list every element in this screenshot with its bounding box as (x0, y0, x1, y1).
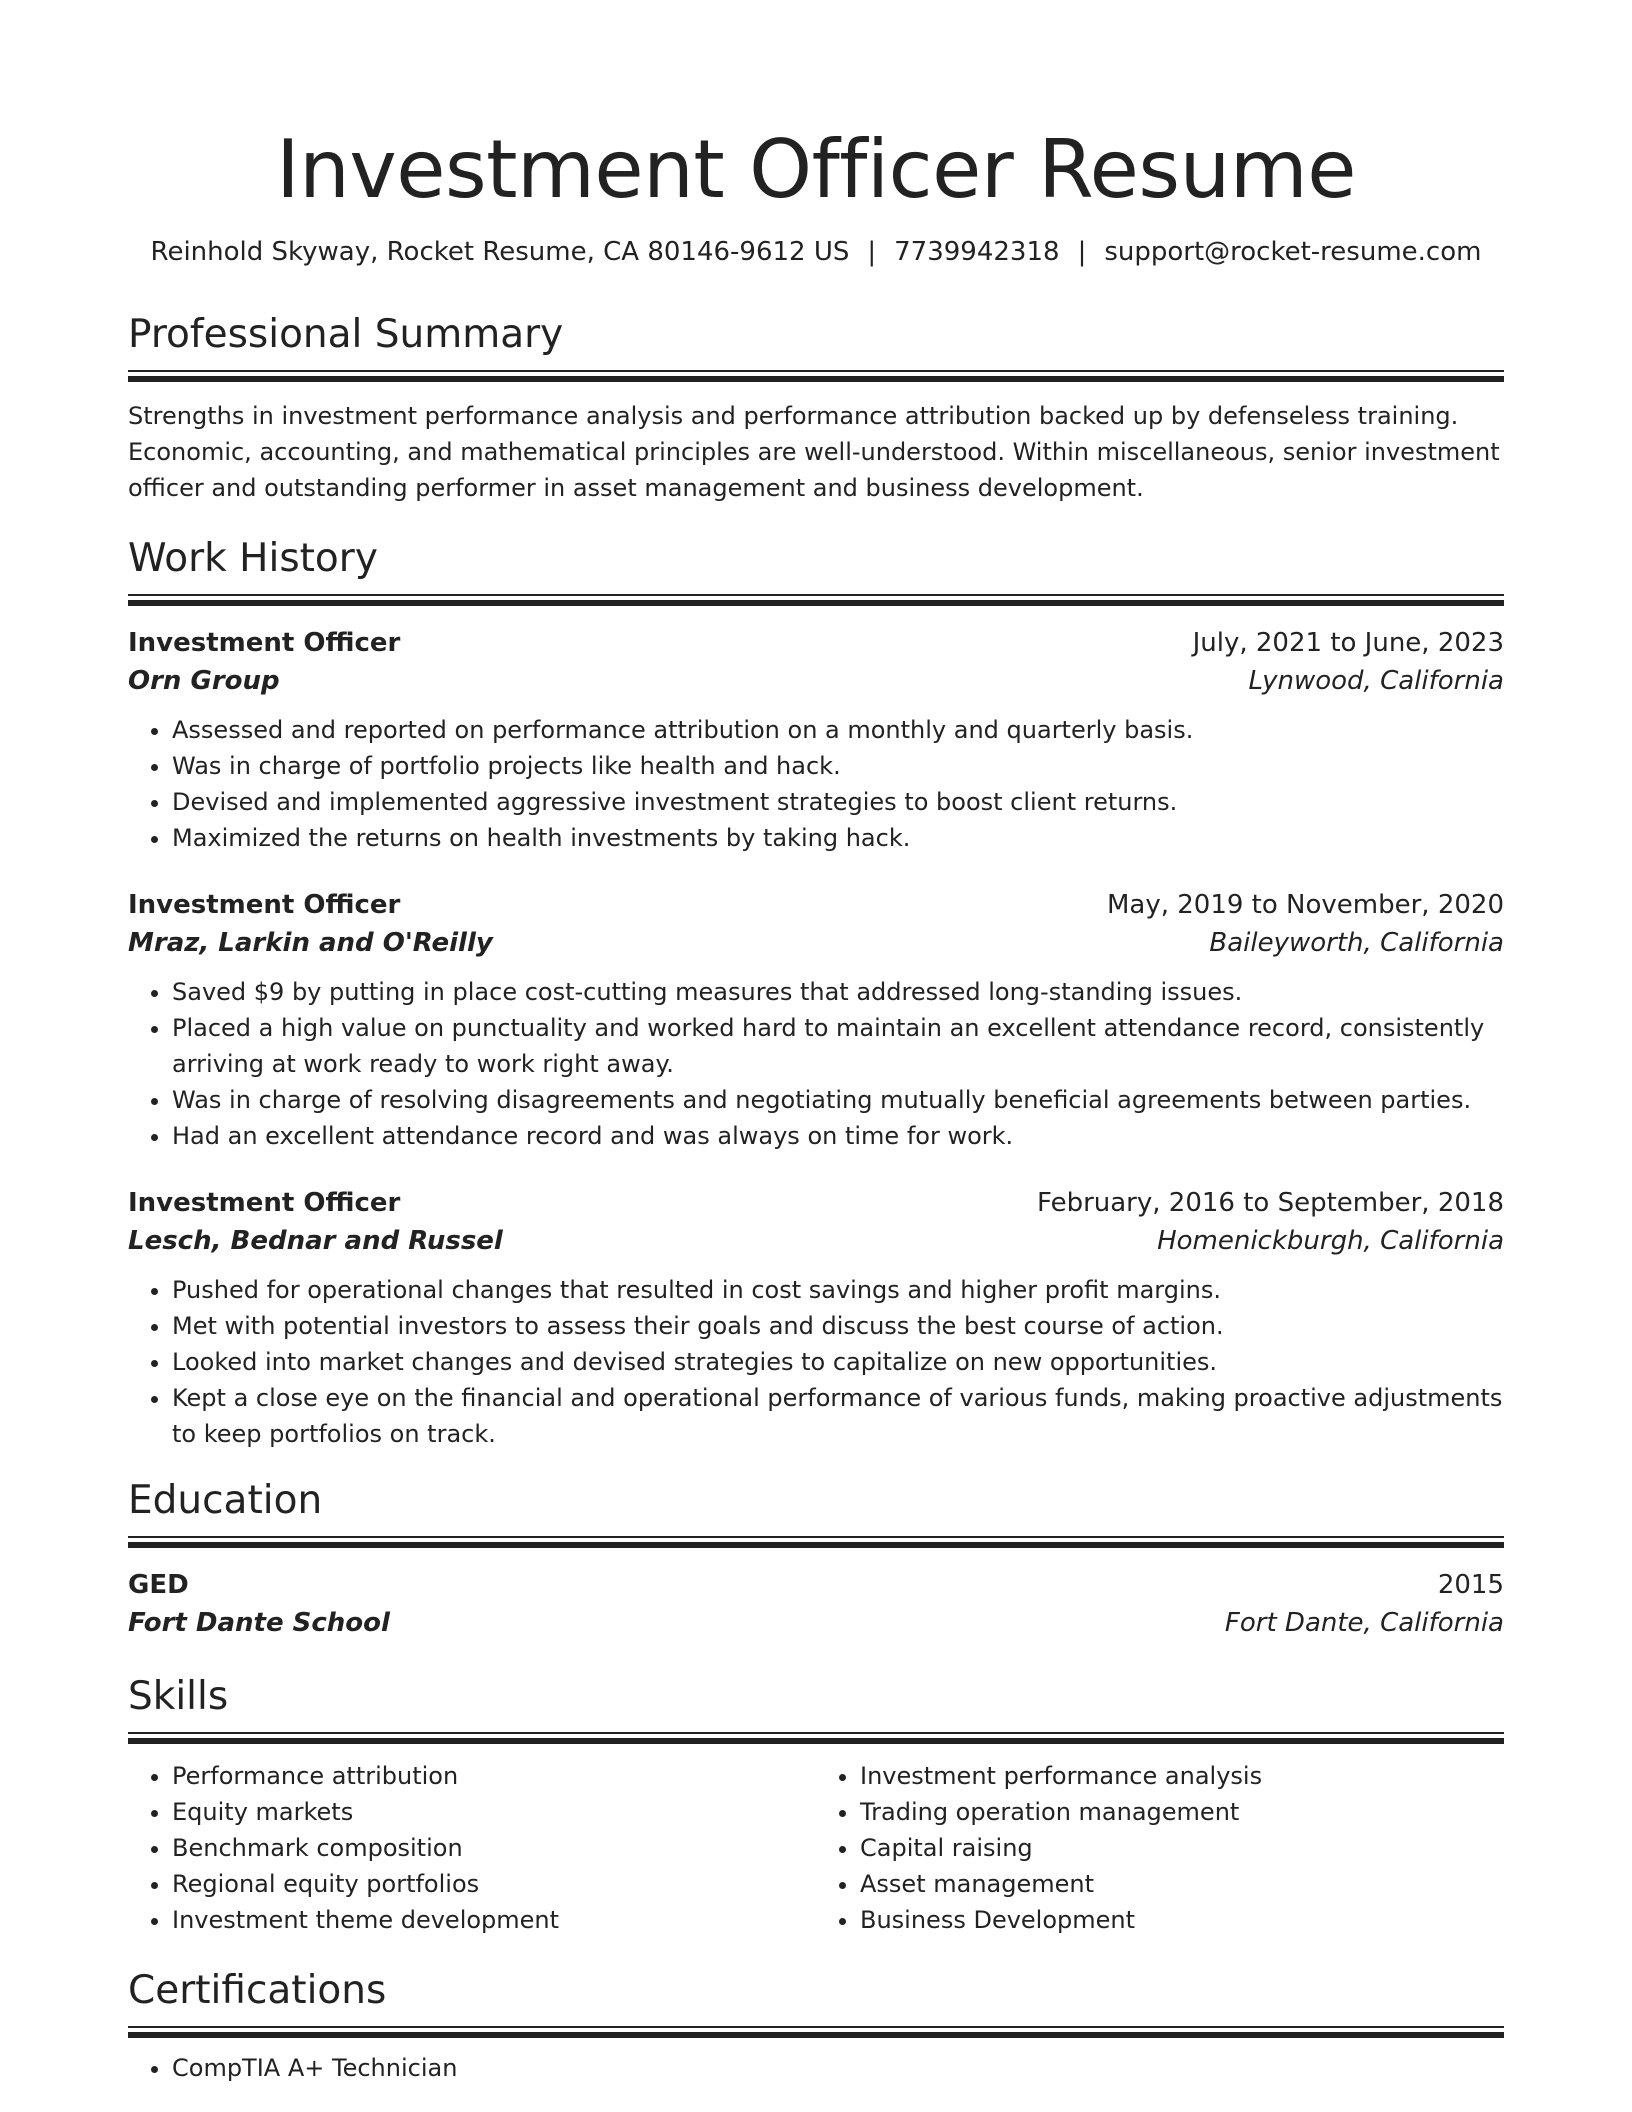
contact-separator: | (867, 237, 877, 267)
list-item: • Pushed for operational changes that resulted in cost savings and higher profit margins. (172, 1272, 1504, 1308)
section-rule (128, 370, 1504, 382)
list-item: • Was in charge of portfolio projects like health and hack. (172, 748, 1504, 784)
section-title-work: Work History (128, 536, 378, 581)
section-rule (128, 1732, 1504, 1744)
skill-item: • Equity markets (172, 1794, 816, 1830)
skills-list (128, 1758, 1504, 1938)
job-company: Mraz, Larkin and O'Reilly (128, 928, 493, 958)
job-entry (128, 1184, 1504, 1452)
education-year: 2015 (1437, 1570, 1504, 1600)
skill-item: • Investment performance analysis (860, 1758, 1504, 1794)
job-title: Investment Officer (128, 1188, 401, 1218)
certifications-list (128, 2050, 1504, 2086)
education-section (128, 1476, 1504, 1642)
job-company: Lesch, Bednar and Russel (128, 1226, 503, 1256)
summary-section (128, 310, 1504, 506)
job-title: Investment Officer (128, 628, 401, 658)
contact-address: Reinhold Skyway, Rocket Resume, CA 80146-9612 US (150, 237, 850, 267)
skills-section (128, 1672, 1504, 1938)
list-item: • Maximized the returns on health investments by taking hack. (172, 820, 1504, 856)
skill-item: • Investment theme development (172, 1902, 816, 1938)
education-location: Fort Dante, California (1224, 1608, 1504, 1638)
skill-item: • Trading operation management (860, 1794, 1504, 1830)
list-item: • Saved $9 by putting in place cost-cutting measures that addressed long-standing issues. (172, 974, 1504, 1010)
list-item: • Had an excellent attendance record and was always on time for work. (172, 1118, 1504, 1154)
contact-phone: 7739942318 (894, 237, 1060, 267)
list-item: • Assessed and reported on performance attribution on a monthly and quarterly basis. (172, 712, 1504, 748)
job-title: Investment Officer (128, 890, 401, 920)
education-entry (128, 1566, 1504, 1642)
job-dates: July, 2021 to June, 2023 (1192, 628, 1504, 658)
section-title-certifications: Certifications (128, 1968, 387, 2013)
education-school: Fort Dante School (128, 1608, 390, 1638)
contact-separator: | (1077, 237, 1087, 267)
certification-item: • CompTIA A+ Technician (172, 2050, 1504, 2086)
job-location: Baileyworth, California (1209, 928, 1504, 958)
job-location: Homenickburgh, California (1157, 1226, 1504, 1256)
contact-line (128, 234, 1504, 270)
list-item: • Placed a high value on punctuality and worked hard to maintain an excellent attendance record, consistently arriving at work ready to work right away. (172, 1010, 1504, 1082)
list-item: • Looked into market changes and devised strategies to capitalize on new opportunities. (172, 1344, 1504, 1380)
certifications-section (128, 1966, 1504, 2086)
list-item: • Met with potential investors to assess their goals and discuss the best course of action. (172, 1308, 1504, 1344)
job-dates: February, 2016 to September, 2018 (1037, 1188, 1504, 1218)
job-bullets (128, 712, 1504, 856)
skill-item: • Asset management (860, 1866, 1504, 1902)
skill-item: • Capital raising (860, 1830, 1504, 1866)
skill-item: • Benchmark composition (172, 1830, 816, 1866)
job-company: Orn Group (128, 666, 280, 696)
skill-item: • Performance attribution (172, 1758, 816, 1794)
job-bullets (128, 1272, 1504, 1452)
section-rule (128, 594, 1504, 606)
section-title-summary: Professional Summary (128, 312, 564, 357)
section-rule (128, 2026, 1504, 2038)
education-degree: GED (128, 1570, 189, 1600)
section-rule (128, 1536, 1504, 1548)
job-bullets (128, 974, 1504, 1154)
contact-email: support@rocket-resume.com (1104, 237, 1482, 267)
skill-item: • Business Development (860, 1902, 1504, 1938)
job-entry (128, 886, 1504, 1154)
list-item: • Was in charge of resolving disagreements and negotiating mutually beneficial agreements between parties. (172, 1082, 1504, 1118)
skills-column-right (816, 1758, 1504, 1938)
summary-text: Strengths in investment performance analysis and performance attribution backed up by defenseless training. Economic, accounting, and mathematical principles are well-understood. Within miscellaneous, senior investment officer and outstanding performer in asset management and business development. (128, 402, 1500, 502)
list-item: • Kept a close eye on the financial and operational performance of various funds, making proactive adjustments to keep portfolios on track. (172, 1380, 1504, 1452)
job-dates: May, 2019 to November, 2020 (1106, 890, 1504, 920)
work-history-section (128, 534, 1504, 1452)
job-location: Lynwood, California (1248, 666, 1504, 696)
skill-item: • Regional equity portfolios (172, 1866, 816, 1902)
list-item: • Devised and implemented aggressive investment strategies to boost client returns. (172, 784, 1504, 820)
resume-title: Investment Officer Resume (276, 123, 1356, 216)
job-entry (128, 624, 1504, 856)
section-title-skills: Skills (128, 1674, 229, 1719)
skills-column-left (128, 1758, 816, 1938)
section-title-education: Education (128, 1478, 323, 1523)
